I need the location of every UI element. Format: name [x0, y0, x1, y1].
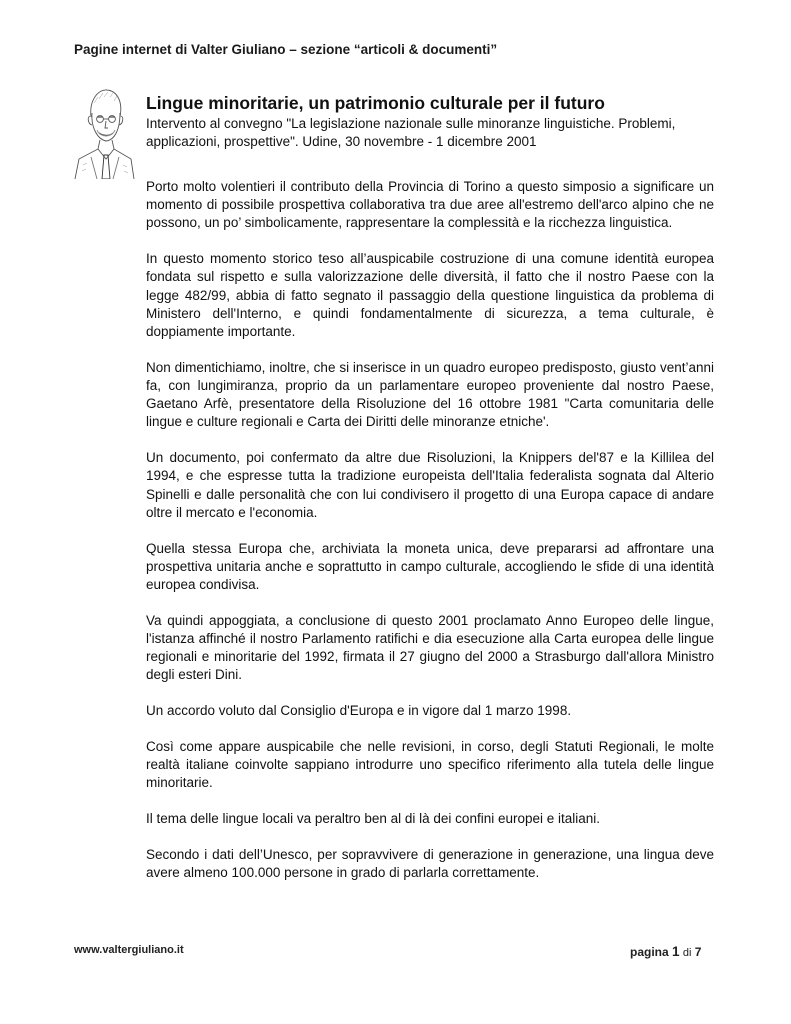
paragraph: In questo momento storico teso all’auspicabile costruzione di una comune identità europea fondata sul rispetto e sulla valorizzazione delle diversità, il fatto che il nostro Paese con la legge 482/99, abbia di fatto segnato il passaggio della questione linguistica da problema di Ministero dell'Interno, e quindi fondamentalmente di sicurezza, a tema culturale, è doppiamente importante.: [146, 251, 714, 340]
paragraph: Va quindi appoggiata, a conclusione di questo 2001 proclamato Anno Europeo delle lingue, l'istanza affinché il nostro Parlamento ratifichi e dia esecuzione alla Carta europea delle lingue regionali e minoritarie del 1992, firmata il 27 giugno del 2000 a Strasburgo dall'allora Ministro degli esteri Dini.: [146, 612, 714, 683]
paragraph: Quella stessa Europa che, archiviata la moneta unica, deve prepararsi ad affrontare una prospettiva unitaria anche e soprattutto in campo culturale, accogliendo le sfide di una identità europea condivisa.: [146, 540, 714, 593]
paragraph: Un accordo voluto dal Consiglio d'Europa e in vigore dal 1 marzo 1998.: [146, 703, 572, 719]
paragraph: Porto molto volentieri il contributo della Provincia di Torino a questo simposio a significare un momento di possibile prospettiva collaborativa tra due aree all'estremo dell'arco alpino che ne possono, un po’ simbolicamente, rappresentare la complessità e la ricchezza linguistica.: [146, 179, 714, 231]
of-label: di: [682, 947, 692, 959]
paragraph: Così come appare auspicabile che nelle revisioni, in corso, degli Statuti Regionali, le molte realtà italiane coinvolte sappiano introdurre uno specifico riferimento alla tutela delle lingue minoritarie.: [146, 739, 714, 791]
footer-website-link[interactable]: www.valtergiuliano.it: [74, 944, 184, 956]
paragraph: Il tema delle lingue locali va peraltro ben al di là dei confini europei e italiani.: [146, 811, 601, 827]
total-pages: 7: [694, 945, 702, 959]
page-header: Pagine internet di Valter Giuliano – sezione “articoli & documenti”: [74, 42, 498, 57]
article-title: Lingue minoritarie, un patrimonio culturale per il futuro: [146, 93, 605, 113]
page-indicator: [630, 944, 701, 959]
paragraph: Un documento, poi confermato da altre due Risoluzioni, la Knippers del'87 e la Killilea del 1994, e che espresse tutta la tradizione europeista dell'Italia federalista sognata dal Alterio Spinelli e dalle personalità che con lui condivisero il progetto di una Europa capace di andare oltre il mercato e l'economia.: [146, 450, 714, 520]
article-subtitle: Intervento al convegno "La legislazione nazionale sulle minoranze linguistiche. Problemi, applicazioni, prospettive". Udine, 30 novembre - 1 dicembre 2001: [146, 116, 676, 149]
page-number: 1: [672, 944, 680, 959]
paragraph: Non dimentichiamo, inoltre, che si inserisce in un quadro europeo predisposto, giusto vent’anni fa, con lungimiranza, proprio da un parlamentare europeo proveniente dal nostro Paese, Gaetano Arfè, presentatore della Risoluzione del 16 ottobre 1981 "Carta comunitaria delle lingue e culture regionali e Carta dei Diritti delle minoranze etniche'.: [146, 359, 714, 430]
article-body: [146, 178, 714, 900]
author-portrait: [73, 83, 135, 179]
article-heading: [146, 93, 726, 151]
paragraph: Secondo i dati dell’Unesco, per sopravvivere di generazione in generazione, una lingua deve avere almeno 100.000 persone in grado di parlarla correttamente.: [146, 847, 714, 881]
page-label: pagina: [630, 945, 669, 959]
